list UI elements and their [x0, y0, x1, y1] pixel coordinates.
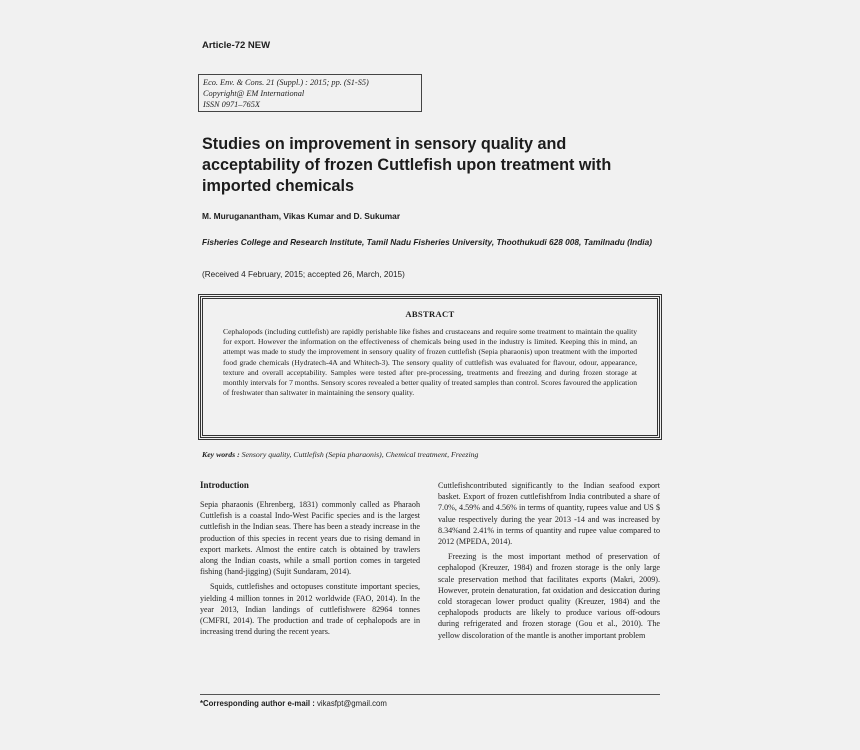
footnote-label: *Corresponding author e-mail :: [200, 699, 315, 708]
author-email: vikasfpt@gmail.com: [314, 699, 387, 708]
abstract-box: [200, 296, 660, 438]
section-heading-introduction: Introduction: [200, 480, 249, 490]
abstract-text: Cephalopods (including cuttlefish) are rapidly perishable like fishes and crustaceans and require some treatment to maintain the quality for export. However the information on the effectiveness of chemicals being used in the industry is limited. Keeping this in mind, an attempt was made to study the improvement in sensory quality of frozen cuttlefish (Sepia pharaonis) upon treatment with the imported food grade chemicals (Hydratech-4A and Whitech-3). The sensory quality of cuttlefish was evaluated for flavour, odour, appearance, texture and overall acceptability. Samples were tested after pre-processing, treatments and freezing and during frozen storage at monthly intervals for 7 months. Sensory scores revealed a better quality of treated samples than control. Scores favoured the application of freshwater than saltwater in maintaining the sensory quality.: [223, 327, 637, 398]
article-tag: Article-72 NEW: [202, 40, 271, 51]
intro-paragraph: Freezing is the most important method of preservation of cephalopod (Kreuzer, 1984) and frozen storage is the only large scale preservation method that facilitates exports (Makri, 2009). However, protein denaturation, fat oxidation and desiccation during cold storagecan lower product quality (Kreuzer, 1984) and the cephalopods products are likely to produce various off-odours during refrigerated and frozen storage (Gou et al., 2010). The yellow discoloration of the mantle is another important problem: [438, 552, 660, 640]
intro-paragraph: Sepia pharaonis (Ehrenberg, 1831) commonly called as Pharaoh Cuttlefish is a coastal Indo-West Pacific species and is the largest cuttlefish in the Indian seas. There has been a steady increase in the production of this species in recent years due to rising demand in export markets. Almost the entire catch is obtained by trawlers along the Indian coasts, while a small portion comes in targeted fishing (hand-jigging) (Sujit Sundaram, 2014).: [200, 500, 420, 577]
journal-citation: Eco. Env. & Cons. 21 (Suppl.) : 2015; pp. (S1-S5): [203, 78, 369, 87]
paper-authors: M. Muruganantham, Vikas Kumar and D. Sukumar: [202, 211, 401, 221]
author-affiliation: Fisheries College and Research Institute, Tamil Nadu Fisheries University, Thoothukudi 628 008, Tamilnadu (India): [202, 237, 652, 247]
paper-title: Studies on improvement in sensory quality and acceptability of frozen Cuttlefish upon treatment with imported chemicals: [202, 135, 612, 195]
journal-issn: ISSN 0971–765X: [203, 100, 260, 109]
intro-paragraph: Squids, cuttlefishes and octopuses constitute important species, yielding 4 million tonnes in 2012 worldwide (FAO, 2014). In the year 2013, Indian landings of cuttlefishwere 82964 tonnes (CMFRI, 2014). The production and trade of cephalopods are in increasing trend during the recent years.: [200, 582, 420, 637]
keywords: [202, 450, 662, 459]
column-left: [200, 480, 420, 641]
keywords-label: Key words :: [202, 450, 240, 459]
received-dates: (Received 4 February, 2015; accepted 26, March, 2015): [202, 270, 405, 279]
footnote-divider: [200, 694, 660, 695]
journal-citation-box: [198, 74, 422, 112]
keywords-text: Sensory quality, Cuttlefish (Sepia pharaonis), Chemical treatment, Freezing: [239, 450, 479, 459]
abstract-heading: ABSTRACT: [405, 309, 455, 319]
corresponding-author-footnote: [200, 699, 387, 708]
intro-paragraph: Cuttlefishcontributed significantly to the Indian seafood export basket. Export of frozen cuttlefishfrom India contributed a share of 7.0%, 4.59% and 4.56% in terms of quantity, rupees value and US $ value respectively during the year 2013 -14 and was increased by 8.34%and 2.41% in terms of quantity and rupee value compared to 2012 (MPEDA, 2014).: [438, 481, 660, 547]
column-right: [438, 480, 660, 645]
journal-copyright: Copyright@ EM International: [203, 89, 305, 98]
